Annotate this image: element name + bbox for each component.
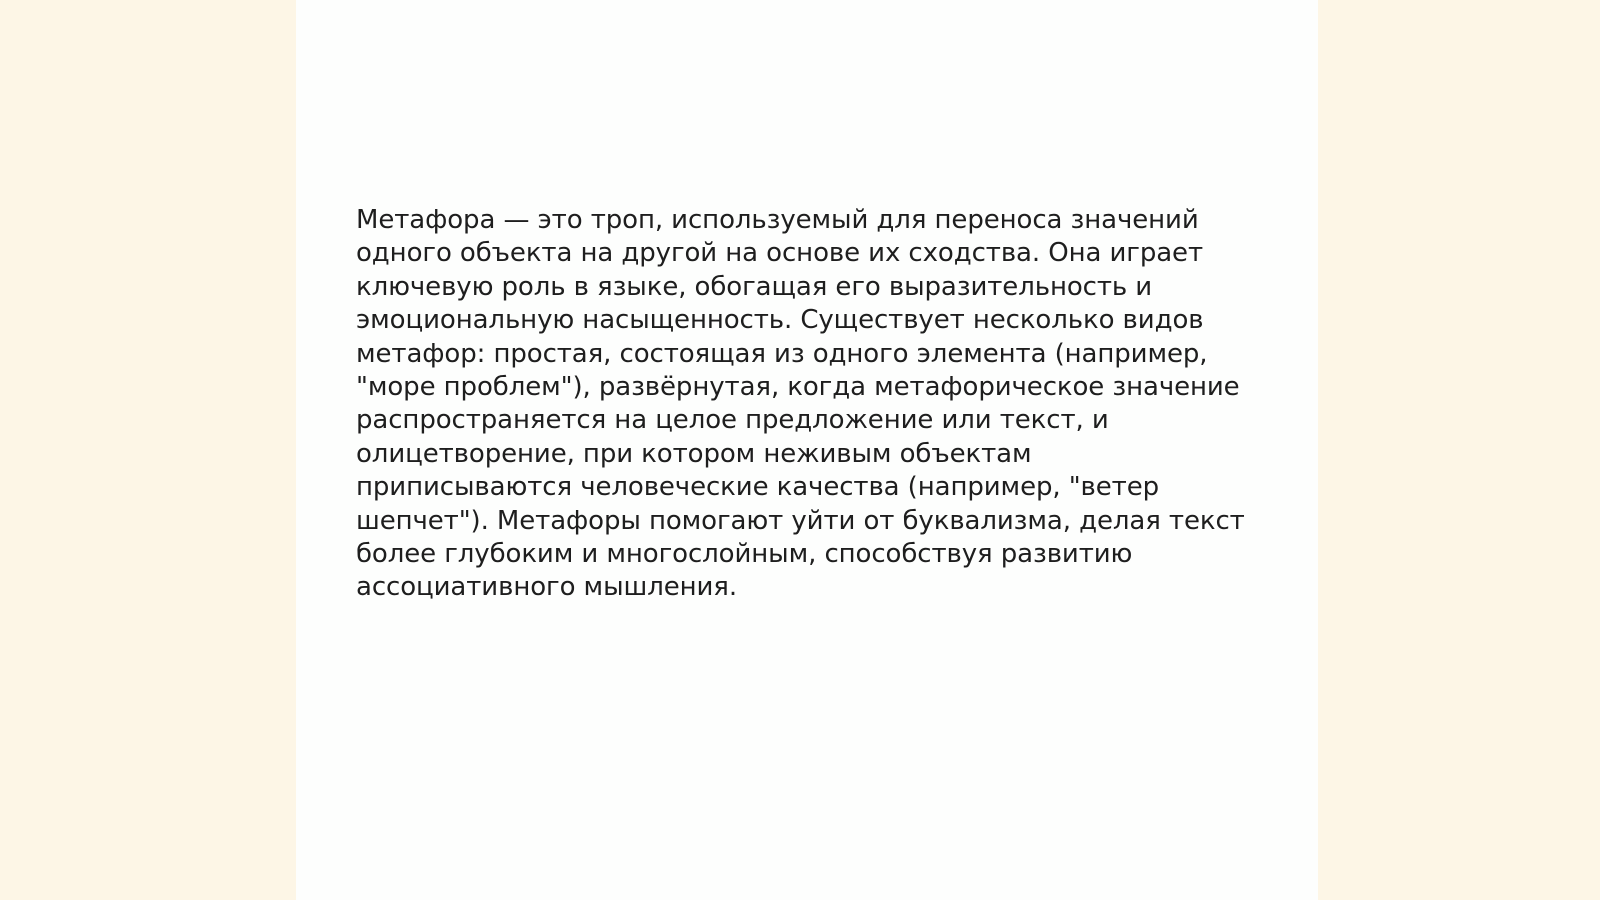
text-line: одного объекта на другой на основе их сходства. Она играет <box>356 238 1203 269</box>
text-line: ассоциативного мышления. <box>356 572 738 603</box>
document-page <box>296 0 1318 900</box>
body-paragraph <box>356 204 1256 605</box>
text-line: шепчет"). Метафоры помогают уйти от буквализма, делая текст <box>356 505 1245 536</box>
text-line: "море проблем"), развёрнутая, когда метафорическое значение <box>356 372 1240 403</box>
right-margin <box>1318 0 1600 900</box>
text-line: олицетворение, при котором неживым объектам <box>356 438 1032 469</box>
text-line: эмоциональную насыщенность. Существует несколько видов <box>356 305 1204 336</box>
text-line: Метафора — это троп, используемый для переноса значений <box>356 205 1199 235</box>
text-line: более глубоким и многослойным, способствуя развитию <box>356 539 1133 570</box>
text-line: распространяется на целое предложение или текст, и <box>356 405 1109 436</box>
text-line: приписываются человеческие качества (например, "ветер <box>356 472 1160 503</box>
text-line: ключевую роль в языке, обогащая его выразительность и <box>356 271 1153 302</box>
text-line: метафор: простая, состоящая из одного элемента (например, <box>356 338 1208 369</box>
left-margin <box>0 0 296 900</box>
